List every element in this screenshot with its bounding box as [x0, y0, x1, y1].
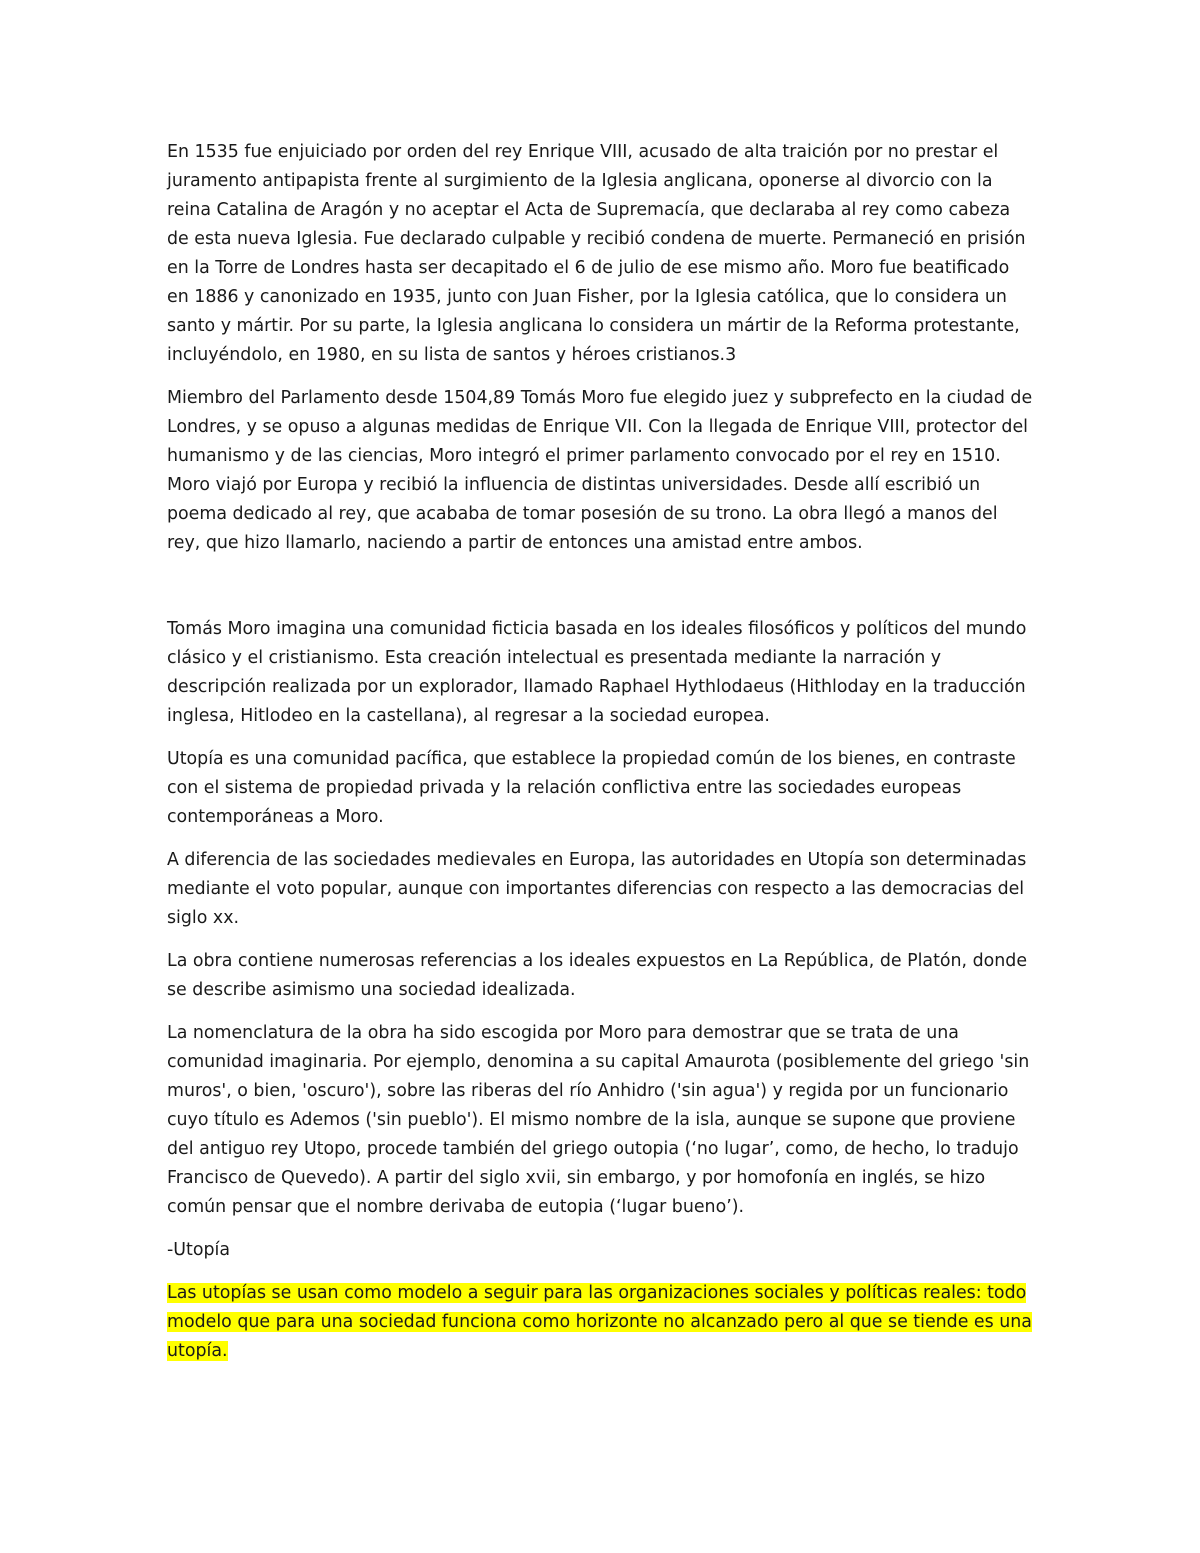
paragraph-popular-vote: A diferencia de las sociedades medievales en Europa, las autoridades en Utopía son determinadas mediante el voto popular, aunque con importantes diferencias con respecto a las democracias del siglo xx. [167, 850, 1027, 928]
paragraph-parliament: Miembro del Parlamento desde 1504,89 Tomás Moro fue elegido juez y subprefecto en la ciudad de Londres, y se opuso a algunas medidas de Enrique VII. Con la llegada de Enrique VIII, protector del humanismo y de las ciencias, Moro integró el primer parlamento convocado por el rey en 1510. Moro viajó por Europa y recibió la influencia de distintas universidades. Desde allí escribió un poema dedicado al rey, que acababa de tomar posesión de su trono. La obra llegó a manos del rey, que hizo llamarlo, naciendo a partir de entonces una amistad entre ambos. [167, 388, 1033, 553]
paragraph-fictional-community: Tomás Moro imagina una comunidad ficticia basada en los ideales filosóficos y políticos del mundo clásico y el cristianismo. Esta creación intelectual es presentada mediante la narración y descripción realizada por un explorador, llamado Raphael Hythlodaeus (Hithloday en la traducción inglesa, Hitlodeo en la castellana), al regresar a la sociedad europea. [167, 619, 1027, 726]
document-body [167, 138, 1033, 1380]
paragraph-trial-execution: En 1535 fue enjuiciado por orden del rey Enrique VIII, acusado de alta traición por no prestar el juramento antipapista frente al surgimiento de la Iglesia anglicana, oponerse al divorcio con la reina Catalina de Aragón y no aceptar el Acta de Supremacía, que declaraba al rey como cabeza de esta nueva Iglesia. Fue declarado culpable y recibió condena de muerte. Permaneció en prisión en la Torre de Londres hasta ser decapitado el 6 de julio de ese mismo año. Moro fue beatificado en 1886 y canonizado en 1935, junto con Juan Fisher, por la Iglesia católica, que lo considera un santo y mártir. Por su parte, la Iglesia anglicana lo considera un mártir de la Reforma protestante, incluyéndolo, en 1980, en su lista de santos y héroes cristianos.3 [167, 142, 1026, 365]
paragraph-peaceful-community: Utopía es una comunidad pacífica, que establece la propiedad común de los bienes, en contraste con el sistema de propiedad privada y la relación conflictiva entre las sociedades europeas contemporáneas a Moro. [167, 749, 1016, 827]
paragraph-highlighted-definition [167, 1279, 1033, 1366]
paragraph-nomenclature: La nomenclatura de la obra ha sido escogida por Moro para demostrar que se trata de una comunidad imaginaria. Por ejemplo, denomina a su capital Amaurota (posiblemente del griego 'sin muros', o bien, 'oscuro'), sobre las riberas del río Anhidro ('sin agua') y regida por un funcionario cuyo título es Ademos ('sin pueblo'). El mismo nombre de la isla, aunque se supone que proviene del antiguo rey Utopo, procede también del griego outopia (‘no lugar’, como, de hecho, lo tradujo Francisco de Quevedo). A partir del siglo xvii, sin embargo, y por homofonía en inglés, se hizo común pensar que el nombre derivaba de eutopia (‘lugar bueno’). [167, 1023, 1030, 1217]
paragraph-gap [167, 572, 1033, 615]
heading-utopia: -Utopía [167, 1240, 230, 1260]
highlighted-text: Las utopías se usan como modelo a seguir para las organizaciones sociales y políticas reales: todo modelo que para una sociedad funciona como horizonte no alcanzado pero al que se tiende es una utopía. [167, 1283, 1032, 1361]
paragraph-republic-reference: La obra contiene numerosas referencias a los ideales expuestos en La República, de Platón, donde se describe asimismo una sociedad idealizada. [167, 951, 1028, 1000]
